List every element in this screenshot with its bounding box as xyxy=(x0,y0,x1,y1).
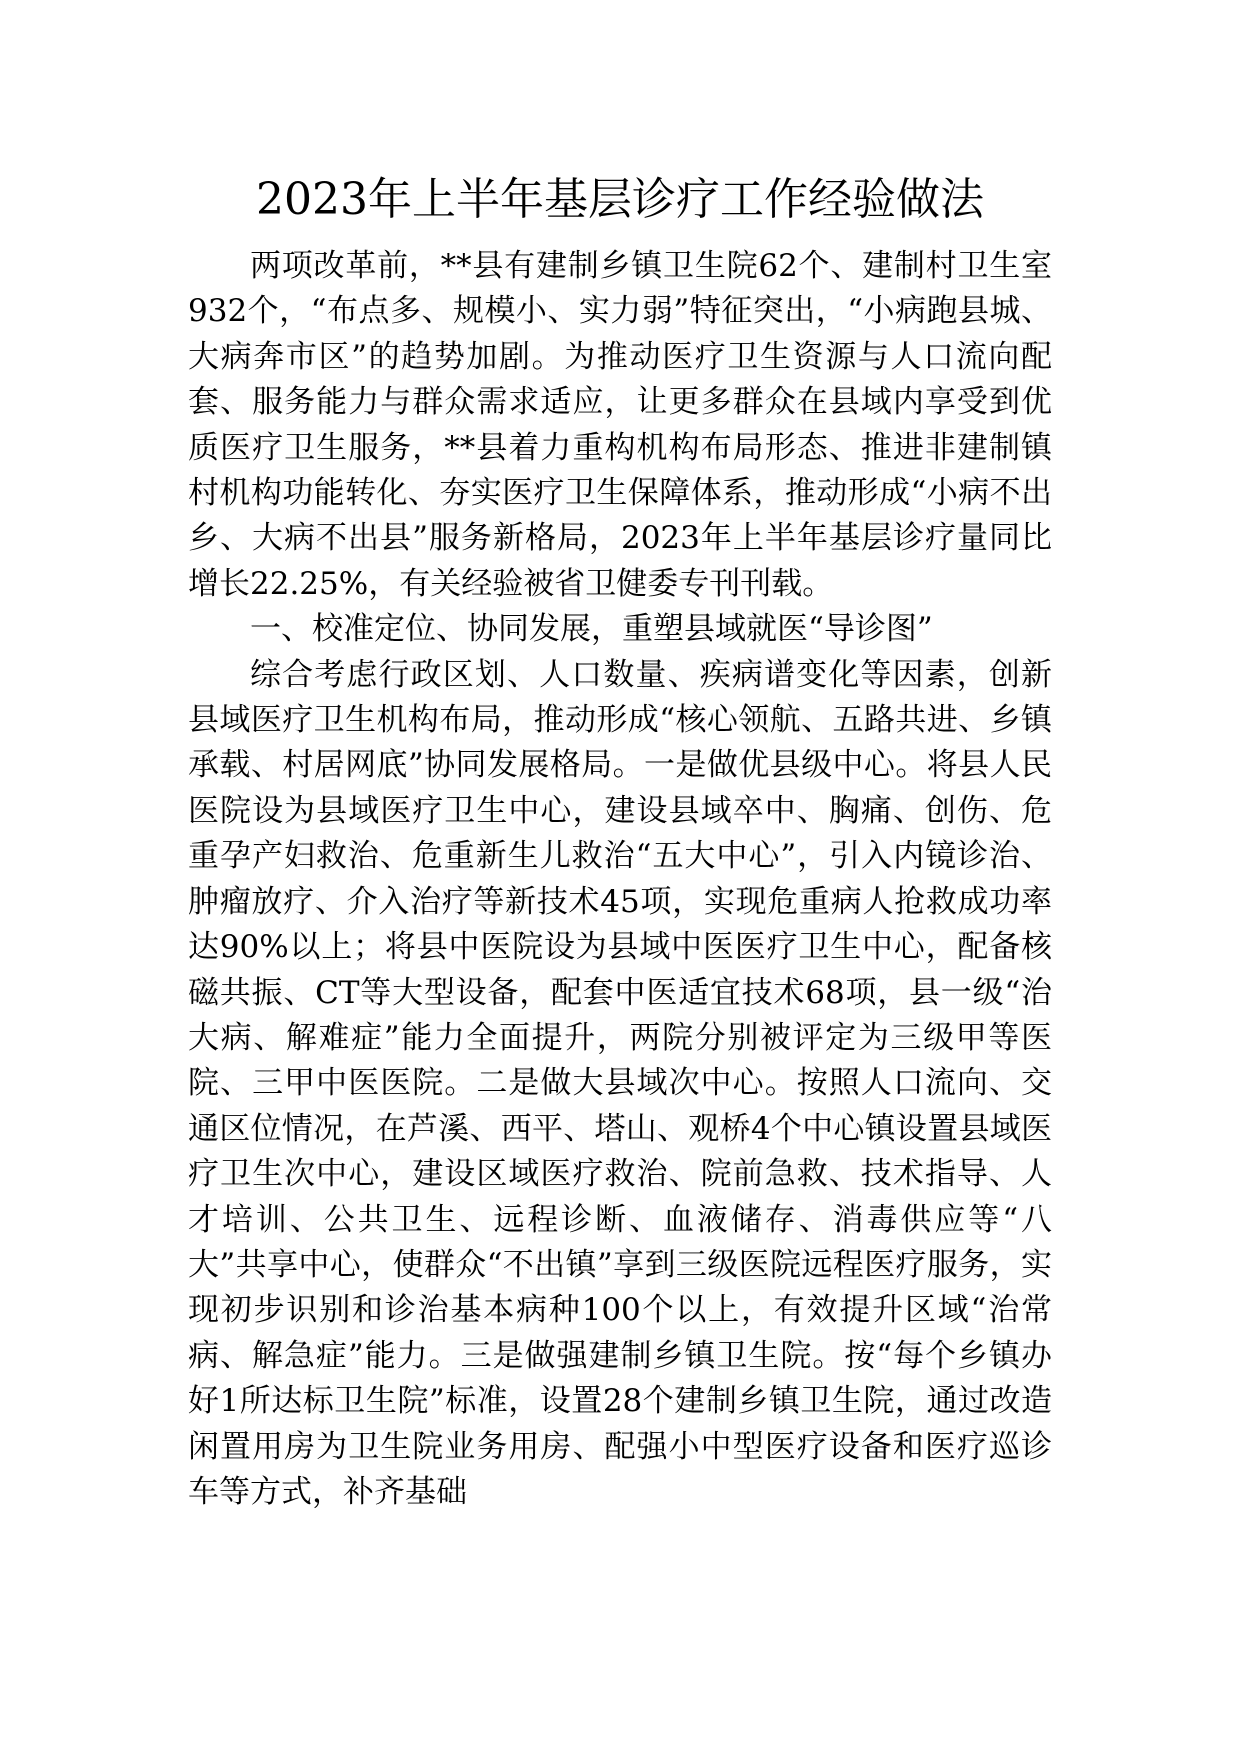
section-paragraph: 综合考虑行政区划、人口数量、疾病谱变化等因素，创新县域医疗卫生机构布局，推动形成“核心领航、五路共进、乡镇承载、村居网底”协同发展格局。一是做优县级中心。将县人民医院设为县域医疗卫生中心，建设县域卒中、胸痛、创伤、危重孕产妇救治、危重新生儿救治“五大中心”，引入内镜诊治、肿瘤放疗、介入治疗等新技术45项，实现危重病人抢救成功率达90%以上；将县中医院设为县域中医医疗卫生中心，配备核磁共振、CT等大型设备，配套中医适宜技术68项，县一级“治大病、解难症”能力全面提升，两院分别被评定为三级甲等医院、三甲中医医院。二是做大县域次中心。按照人口流向、交通区位情况，在芦溪、西平、塔山、观桥4个中心镇设置县域医疗卫生次中心，建设区域医疗救治、院前急救、技术指导、人才培训、公共卫生、远程诊断、血液储存、消毒供应等“八大”共享中心，使群众“不出镇”享到三级医院远程医疗服务，实现初步识别和诊治基本病种100个以上，有效提升区域“治常病、解急症”能力。三是做强建制乡镇卫生院。按“每个乡镇办好1所达标卫生院”标准，设置28个建制乡镇卫生院，通过改造闲置用房为卫生院业务用房、配强小中型医疗设备和医疗巡诊车等方式，补齐基础 xyxy=(188,656,1052,1510)
section-heading: 一、校准定位、协同发展，重塑县域就医“导诊图” xyxy=(250,611,933,648)
intro-paragraph: 两项改革前，**县有建制乡镇卫生院62个、建制村卫生室932个，“布点多、规模小、实力弱”特征突出，“小病跑县城、大病奔市区”的趋势加剧。为推动医疗卫生资源与人口流向配套、服务能力与群众需求适应，让更多群众在县域内享受到优质医疗卫生服务，**县着力重构机构布局形态、推进非建制镇村机构功能转化、夯实医疗卫生保障体系，推动形成“小病不出乡、大病不出县”服务新格局，2023年上半年基层诊疗量同比增长22.25%，有关经验被省卫健委专刊刊载。 xyxy=(188,248,1052,602)
document-title: 2023年上半年基层诊疗工作经验做法 xyxy=(256,174,984,225)
document-body xyxy=(188,244,1052,1515)
